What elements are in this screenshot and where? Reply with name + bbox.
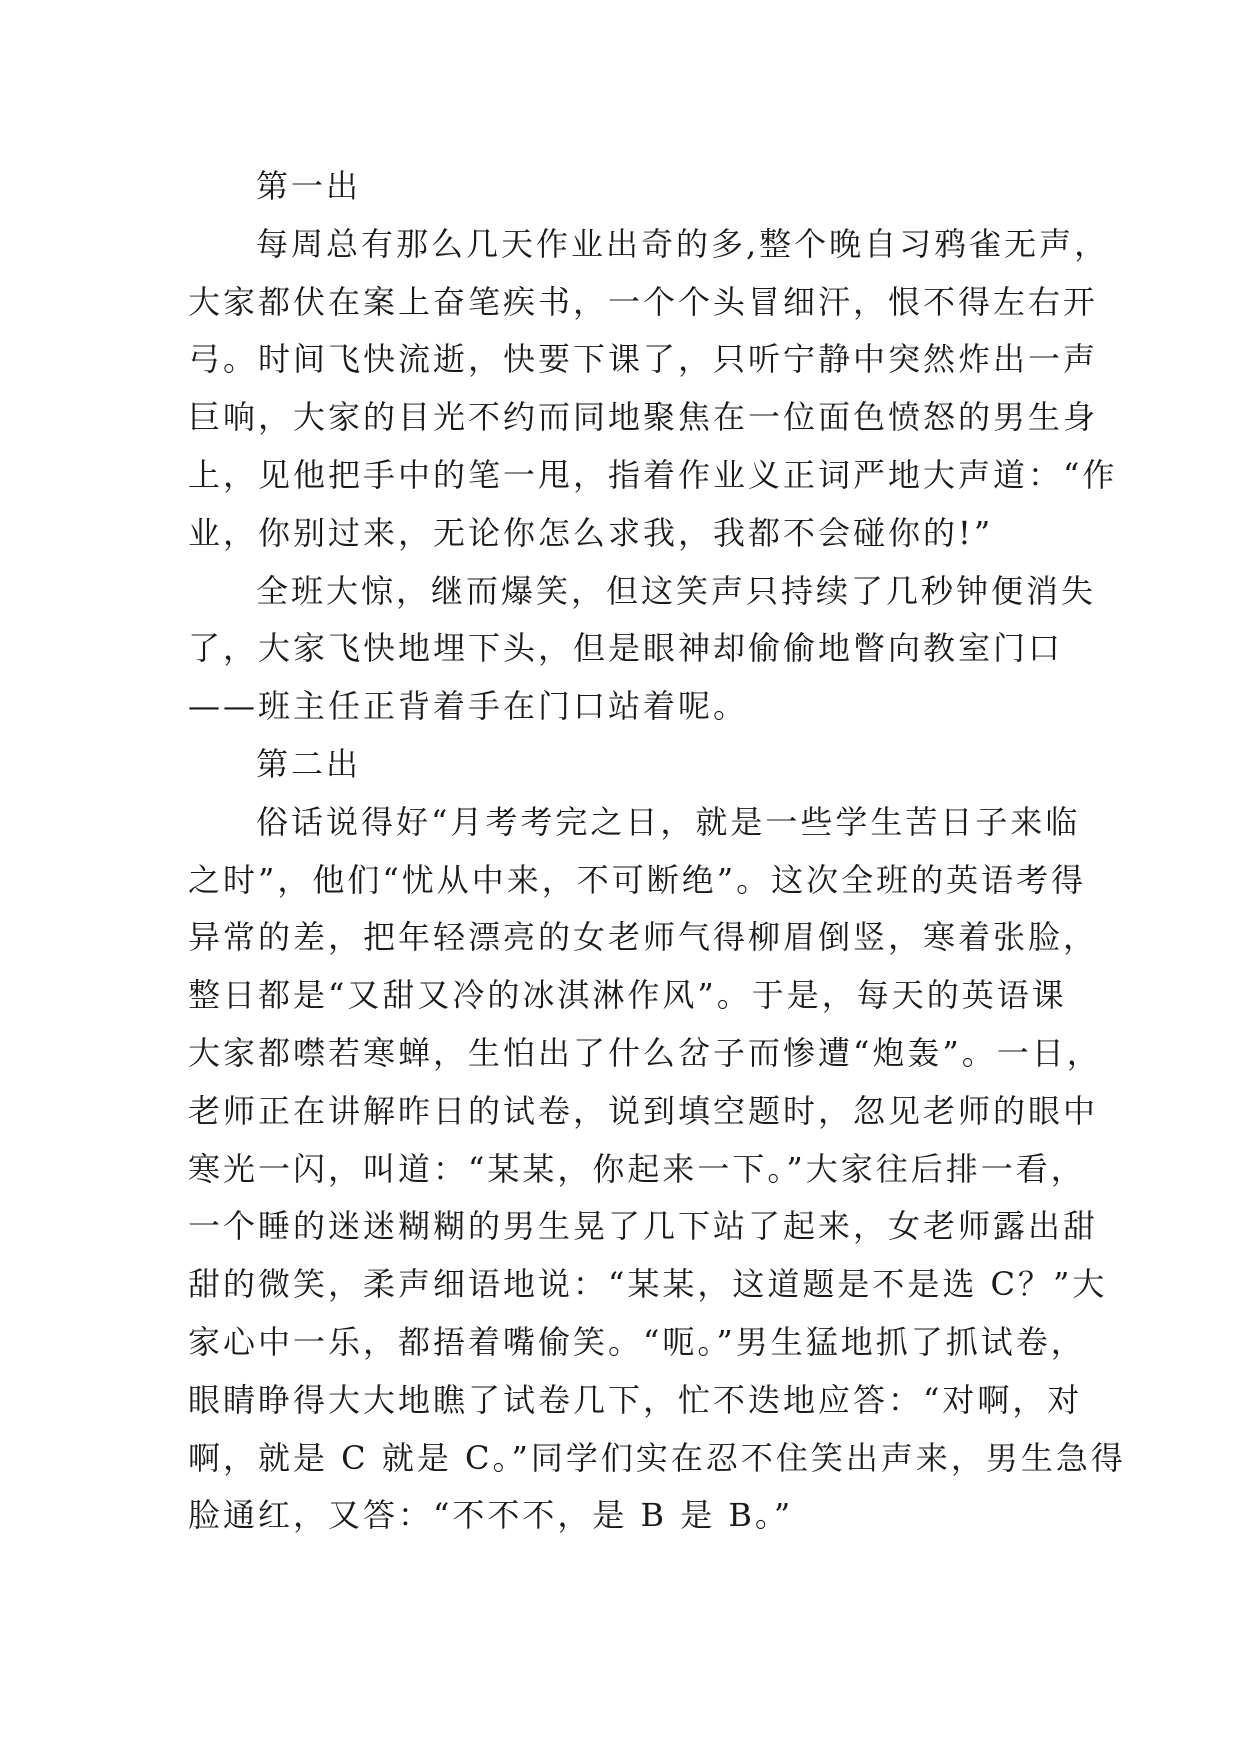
text-line: 老师正在讲解昨日的试卷，说到填空题时，忽见老师的眼中 <box>188 1091 1099 1130</box>
document-body <box>188 158 1126 1545</box>
text-line: 全班大惊，继而爆笑，但这笑声只持续了几秒钟便消失 <box>256 571 1097 610</box>
text-line: 了，大家飞快地埋下头，但是眼神却偷偷地瞥向教室门口 <box>188 629 1064 668</box>
text-line: 一个睡的迷迷糊糊的男生晃了几下站了起来，女老师露出甜 <box>188 1207 1099 1246</box>
text-line: 整日都是“又甜又冷的冰淇淋作风”。于是，每天的英语课 <box>188 976 1067 1015</box>
text-line: 大家都伏在案上奋笔疾书，一个个头冒细汗，恨不得左右开 <box>188 282 1099 321</box>
text-line: 之时”，他们“忧从中来，不可断绝”。这次全班的英语考得 <box>188 860 1087 899</box>
text-line: 弓。时间飞快流逝，快要下课了，只听宁静中突然炸出一声 <box>188 340 1099 379</box>
text-line: 俗话说得好“月考考完之日，就是一些学生苦日子来临 <box>256 802 1081 841</box>
text-line: ——班主任正背着手在门口站着呢。 <box>188 687 749 726</box>
text-line: 啊，就是 C 就是 C。”同学们实在忍不住笑出声来，男生急得 <box>188 1438 1126 1477</box>
text-line: 大家都噤若寒蝉，生怕出了什么岔子而惨遭“炮轰”。一日， <box>188 1033 1102 1072</box>
section-heading: 第一出 <box>256 167 362 205</box>
section-heading: 第二出 <box>256 744 362 783</box>
text-line: 上，见他把手中的笔一甩，指着作业义正词严地大声道：“作 <box>188 455 1118 494</box>
text-line: 巨响，大家的目光不约而同地聚焦在一位面色愤怒的男生身 <box>188 398 1099 437</box>
text-line: 家心中一乐，都捂着嘴偷笑。“呃。”男生猛地抓了抓试卷， <box>188 1322 1086 1361</box>
text-line: 业，你别过来，无论你怎么求我，我都不会碰你的!” <box>188 513 994 552</box>
text-line: 异常的差，把年轻漂亮的女老师气得柳眉倒竖，寒着张脸， <box>188 918 1099 957</box>
text-line: 每周总有那么几天作业出奇的多,整个晚自习鸦雀无声， <box>256 224 1110 263</box>
text-line: 甜的微笑，柔声细语地说：“某某，这道题是不是选 C？”大 <box>188 1265 1108 1304</box>
text-line: 寒光一闪，叫道：“某某，你起来一下。”大家往后排一看， <box>188 1149 1086 1188</box>
text-line: 眼睛睁得大大地瞧了试卷几下，忙不迭地应答：“对啊，对 <box>188 1380 1083 1419</box>
text-line: 脸通红，又答：“不不不，是 B 是 B。” <box>188 1496 794 1535</box>
